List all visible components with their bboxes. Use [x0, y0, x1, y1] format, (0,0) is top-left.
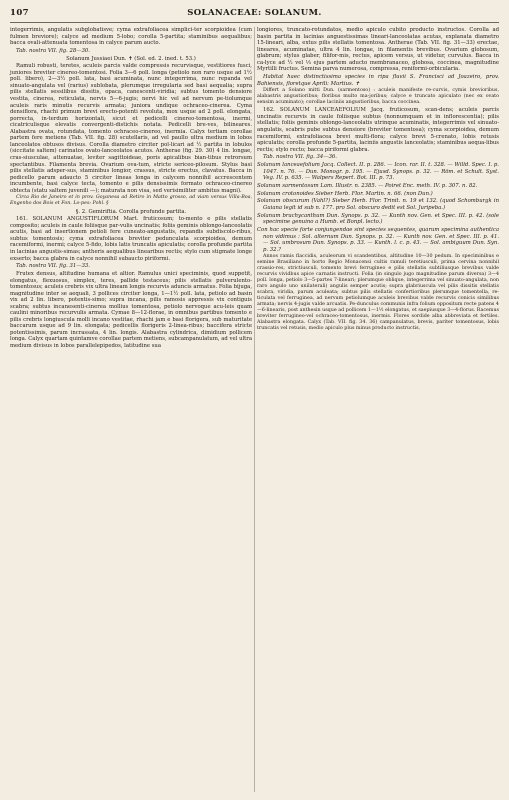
left-column-paragraph: Ramuli robusti, teretes, aculeis parcis valde compressis recurvisque, vestitiores fusci, juniores breviter cinereo-tomentosi. Folia 3—6 poll. longa (petiolo non raro usque ad 1½ poll. libero), 2—3½ poll. lata, basi acuminata, nunc integerrima, nunc repanda vel sinuato-angulata vel (rarius) sublobata, plerumque irregularia sed basi aequalia; supra pilis stellatis sessilibus dissitis, opaca, canescenti-viridia; subtus tomento densiore vestita, cinerea, reticulata, nervis 5—6-jugis; nervi hic vel ad nervum pe-tiolumque aculeis raris minutis recurvis armata; juniora undique ochraceo-cinerea. Cyma densiflora, rhachi primum brevi erecto-potenti revoluta, mox usque ad 2 poll. elongata, porrecta, in-terdum horizontali, sicut et pedicelli cinereo-tomentosa, inermi, cicatriculisque elevatis convergenti-distichis notata. Pedicelli bre-ves, bilineares. Alabastra ovata, rotundata, tomento ochraceo-cinereo, inermia. Calyx tertiam corollae partem fere metiens (Tab. VII. fig. 28) scutellaris, ad vel paullo ultra medium in lobos lanceolatos obtusos divisus. Corolla diametro circiter pol-licari ad ½ partita in lobulos (siccitate saltem) carinatos ovato-lanceolatos acutos. Antherae (fig. 29. 30) 4 lin. longae, cras-siusculae, attenuatae, leviter sagittoideae, poris apicalibus bian-tibus retrorsum spectantibus. Filamenta brevia. Ovarium ova-tum, stricte sericeo-pilosum. Stylus basi pilis stellatis adsper-sus, staminibus longior, crassus, stricte erectus, clavatus. Bacca in pedicello parum adaucto 5 circiter lineas longa in calycem nonnihil accrescentem incumbente, basi calyce tecta, tomento e pilis densissimis formato ochraceo-cinereo obtecta (statu saltem juvenili —); maturata non visa, sed verisimiliter ambitus magni).: [10, 63, 252, 194]
right-column-paragraph: Solanum brachycanthum Dun. Synops. p. 32. — Kunth nov. Gen. et Spec. III. p. 42. (sole specimine genuino a Humb. et Bonpl. lecto.): [257, 212, 499, 226]
right-column-paragraph: Differt a Solano mitti Dun. (sarmentoso) : aculeis manifeste re-curvis, cymis brevioribus, alabastris angustioribus; floribus multo ma-joribus; calyce e truncato apiculato (nec ex ovato sensim acuminato); corollae laciniis angustioribus, bacca coccinea.: [257, 88, 499, 106]
right-column-paragraph: Tab. nostra VII. fig. 34—36.: [263, 154, 337, 161]
right-column-paragraph: Habitat haec distinctissima species in ripa fluvii S. Francisci ad Joazeiro, prov. Bahiensis, floretque Aprili: Martius. ✝: [257, 74, 499, 87]
right-column-paragraph: Annos ramis flaccidis, aculeorum vi scandentibus, altitudine 10—30 pedum. In speciminibus e semine Brasiliano in horto Regio Monacensi cultis ramuli teretiusculi, prima cervina nonnihil crassio-res, strictiusculi, tomento brevi ferrugineo e pilis stellatis subtiliusque brevibus valde recurvis vividbus apice carnatis instructi. Folia (in singulo jugo magnitudine parum diversa) 3—4 poll. longa, petiolo 3—5-partes 7-lineari; plerumque oblique, integerrima vel sinuato-angulata, non raro angulo uno unilaterali) angulis semper acutis; supra glabriuscula vel pilis dissitis stellatis scabra, viridia, parum aculeata; subtus pilis stellatis confertioribus plerumque tomentella, re-ticulata vel ferruginea, ad nervum petiolumque aculeis brevibus valde recurvis conicis similibus armata; nervis 4-jugis valde arcuatis. Pe-dunculus communis infra folium oppositum recte patens 4—6-linearis, post anthesin usque ad pollicem 1—1½ elongatus, et saepiusque 3—4-florus. Racemus breviter ferrugineo-vel ochraceo-tomentosus, inermis. Flores sordide alba abbreviata et fertiles. Alabastra elongata. Calyx (Tab. VII. fig. 34. 36) campanulatus, brevis, pariter tomentosus, lobis truncatis vel retusis, medio apiculo plus minus producto instructis,: [257, 254, 499, 331]
left-column-paragraph: §. 2. Gemiriftia. Corolla profunde partita.: [75, 208, 187, 215]
running-header: [10, 8, 499, 22]
page-number: 107: [10, 8, 29, 18]
right-column: [257, 27, 499, 333]
right-column-paragraph: Solanum sarmentosum Lam. Illustr. n. 2385. — Poiret Enc. meth. IV. p. 307. n. 82.: [257, 182, 478, 189]
left-column-paragraph: 161. SOLANUM ANGUSTIFLORUM Mart. fruticosum; to-mento e pilis stellatis composito; aculeis in caule foliisque par-vulis uncinatis; foliis geminis oblongo-lanceolatis acutis, basi ad insertionem petioli fere cuneato-angustatis, repandis subdiscolo-ribus, subtus tomentosis; cyma extrafoliacea breviter pedunculata scorpioidea, demum racemiformi, inermi; calyce 5-fido, lobis latis truncatis apiculatis; corolla profunde partita in lacinias angustis-simas; antheris aequalibus linearibus rectis; stylo cum stigmate longe exserto; bacca glabra in calyce nonnihil subaucto piriformi.: [10, 216, 252, 262]
right-column-paragraph: Solanum obscurum (Vahl?) Sieber Herb. Flor. Trinit. n. 19 et 132. (quod Schomburgk in Guiana legit id sub n. 177. pro Sol. obscuro dedit est Sol. Juripeba.): [257, 198, 499, 211]
left-column: [10, 27, 252, 351]
right-column-paragraph: Solanum lanceaefolium Jacq. Collect. II. p. 286. — Icon. rar. II. t. 328. — Willd. Spec. I. p. 1047. n. 76. — Dun. Monogr. p. 195. — Ejusd. Synops. p. 32. — Röm. et Schult. Syst. Veg. IV. p. 635. — Walpers Repert. Bot. III. p. 73.: [257, 162, 499, 182]
left-column-paragraph: Tab. nostra VII. fig. 28—30.: [16, 47, 90, 54]
left-column-paragraph: integerrimis, angulatis subglobatisve; cyma extrafoliacea simplici-ter scorpioidea (cum fulmen breviore); calyce ad medium 5-lobo; corolla 5-partita; staminibus aequalibus; bacca ovali-attenuata tomentosa in calyce parum aucto.: [10, 27, 252, 47]
left-column-paragraph: Tab. nostra VII. fig. 31—33.: [16, 263, 90, 270]
running-title: SOLANACEAE: SOLANUM.: [187, 8, 322, 18]
left-column-paragraph: Solanum Jussiaei Dun. ✝ (Sol. ed. 2. ined. t. 53.): [66, 55, 196, 62]
right-column-paragraph: Solanum crotonoides Sieber Herb. Flor. Martin. n. 66. (non Dun.): [257, 190, 433, 197]
right-column-paragraph: 162. SOLANUM LANCEAEFOLIUM Jacq. fruticosum, scan-dens; aculeis parcis uncinatis recurvis in caule foliisque subtus (nonnumquam et in inflorescentia); pilis stellatis; foliis geminis oblongo-lanceolatis utrinque acuminatis, integerrimis vel sinuato-angulatis, scabris pube subtus densiore (breviter tomentosa); cyma scorpioidea, demum racemiformi, extrafoliacea brevi multi-flora; calyce brevi 5-crenato, lobis retusis apiculatis; corolla profunde 5-partita, laciniis angustis lanceolatis; staminibus aequa-libus rectis; stylo recto; bacca piriformi glabra.: [257, 107, 499, 153]
header-rule: [10, 22, 499, 23]
left-column-paragraph: Frutex densus, altitudine humana et altior. Ramulus unici speciminis, quod suppetit, elongatus, flexuosus, simplex, teres, pallide testaceus; pilis stellatis pulverulento-tomentosus; aculeis crebris vix ultra lineam longis recurvis aduncis armatus. Folia bijuga, magnitudine inter se aequali, 3 pollices circiter longa, 1—1½ poll. lata, petiolo ad basin vix ad 2 lin. libero, potentis-simo; supra incana, pilis ramosis appressis vix contiguis scabra; subtus incanesenti-cinerea mollius tomentosa, petiolo nervoque acu-leis quam caulini minoribus recurvulis armata. Cymae 8—12-florae, in omnibus partibus tomento e pilis crebris longiuscula molli incano vestitae, rhachi jam e basi florigera, sub maturitate baccarum usque ad 9 lin. elongata; pedicellis florigeris 2-linea-ribus; baccifera stricte potentissimis, parum incrassata, 4 lin. longis. Alabastra cylindrica, dimidium pollicem longa. Calyx quartam quintamve corollae partem metiens, subcampanulatum, ad vel ultra medium divisus in lobos parallelepipedos, latitudine sua: [10, 271, 252, 350]
right-column-paragraph: Con hac specie forte conjungendae sint species sequentes, quarum specimina authentica non vidimus : Sol. alternum Dun. Synops. p. 32. — Kunth nov. Gen. et Spec. III. p. 41. — Sol. umbrosum Dun. Synops. p. 33. — Kunth. l. c. p. 43. — Sol. ambiguum Dun. Syn. p. 32.?: [257, 226, 499, 253]
column-divider: [254, 27, 255, 792]
right-column-paragraph: longiores, truncato-rotundatos, medio apiculo cubito producto instructos. Corolla ad basin partita in lacinias anguestissimas lineari-lanceolatas acutas, explanata diametro 15-lineari, alba, extus pilis stellatis tomentosa. Antherae (Tab. VII. fig. 31—33) erectae, lineares, acuminatae, ultra 4 lin. longae, in filamentis brevibus. Ovarium globosum, glabrum; stylus glaber, filifor-mis, rectus, apicem versus, ut videtur, curvulus. Bacca in ca-lyce ad ½ vel ⅓ ejus partem aducto membranaceo, globosa, coccinea, magnitudine Myrtilli fructus. Semina parva numerosa, compressa, reniformi-orbicularia.: [257, 27, 499, 73]
left-column-paragraph: Circa Rio de Janeiro et in prov. Goyanesa ad Retiro in Matto grosso, ad viam versus Villa-Boa, Engenho dos Bois et Fon. Lo-pes: Pohl. §: [10, 195, 252, 207]
